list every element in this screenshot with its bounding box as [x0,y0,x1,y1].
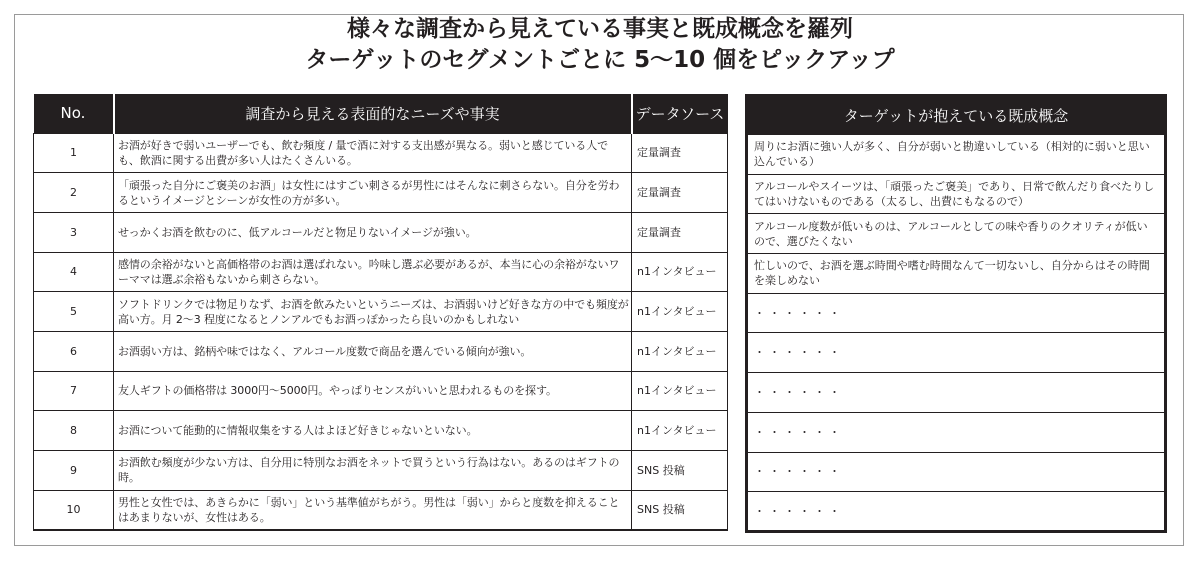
concept-row: アルコール度数が低いものは、アルコールとしての味や香りのクオリティが低いので、選びたくない [748,213,1164,253]
concept-row-placeholder: ・・・・・・ [748,491,1164,531]
table-row [34,371,728,411]
table-row [34,173,728,213]
header-source: データソース [632,94,728,133]
table-row [34,133,728,173]
title-line-1: 様々な調査から見えている事実と既成概念を羅列 [347,16,853,42]
row-no: 8 [34,411,114,451]
row-source: SNS 投稿 [632,451,728,491]
row-no: 10 [34,490,114,530]
header-fact: 調査から見える表面的なニーズや事実 [114,94,632,133]
row-source: n1インタビュー [632,292,728,332]
concept-row: 忙しいので、お酒を選ぶ時間や嗜む時間なんて一切ないし、自分からはその時間を楽しめない [748,253,1164,293]
row-source: n1インタビュー [632,411,728,451]
row-source: SNS 投稿 [632,490,728,530]
row-fact: 友人ギフトの価格帯は 3000円〜5000円。やっぱりセンスがいいと思われるものを探す。 [114,371,632,411]
concepts-table [745,94,1167,533]
table-row [34,490,728,530]
row-source: 定量調査 [632,133,728,173]
row-no: 2 [34,173,114,213]
row-source: n1インタビュー [632,331,728,371]
row-fact: ソフトドリンクでは物足りなず、お酒を飲みたいというニーズは、お酒弱いけど好きな方の中でも頻度が高い方。月 2〜3 程度になるとノンアルでもお酒っぽかったら良いのかもしれない [114,292,632,332]
concept-row-placeholder: ・・・・・・ [748,452,1164,492]
table-row [34,252,728,292]
row-fact: お酒飲む頻度が少ない方は、自分用に特別なお酒をネットで買うという行為はない。あるのはギフトの時。 [114,451,632,491]
title-block [0,14,1200,76]
row-no: 5 [34,292,114,332]
row-no: 1 [34,133,114,173]
row-no: 4 [34,252,114,292]
concept-row-placeholder: ・・・・・・ [748,332,1164,372]
concept-row: 周りにお酒に強い人が多く、自分が弱いと勘違いしている（相対的に弱いと思い込んでいる） [748,134,1164,174]
row-fact: せっかくお酒を飲むのに、低アルコールだと物足りないイメージが強い。 [114,212,632,252]
row-fact: お酒が好きで弱いユーザーでも、飲む頻度 / 量で酒に対する支出感が異なる。弱いと感じている人でも、飲酒に関する出費が多い人はたくさんいる。 [114,133,632,173]
facts-header-row [34,94,728,133]
row-no: 9 [34,451,114,491]
concept-row-placeholder: ・・・・・・ [748,372,1164,412]
concepts-header: ターゲットが抱えている既成概念 [748,97,1164,134]
table-row [34,331,728,371]
table-row [34,451,728,491]
row-fact: 男性と女性では、あきらかに「弱い」という基準値がちがう。男性は「弱い」からと度数を抑えることはあまりないが、女性はある。 [114,490,632,530]
header-no: No. [34,94,114,133]
row-source: 定量調査 [632,173,728,213]
table-row [34,212,728,252]
row-fact: 「頑張った自分にご褒美のお酒」は女性にはすごい刺さるが男性にはそんなに刺さらない。自分を労わるというイメージとシーンが女性の方が多い。 [114,173,632,213]
row-source: n1インタビュー [632,252,728,292]
row-no: 3 [34,212,114,252]
row-fact: お酒について能動的に情報収集をする人はよほど好きじゃないといない。 [114,411,632,451]
row-fact: 感情の余裕がないと高価格帯のお酒は選ばれない。吟味し選ぶ必要があるが、本当に心の余裕がないワーママは選ぶ余裕もないから刺さらない。 [114,252,632,292]
row-fact: お酒弱い方は、銘柄や味ではなく、アルコール度数で商品を選んでいる傾向が強い。 [114,331,632,371]
table-row [34,411,728,451]
concept-row-placeholder: ・・・・・・ [748,412,1164,452]
row-source: 定量調査 [632,212,728,252]
table-row [34,292,728,332]
facts-table [33,94,728,531]
concept-row-placeholder: ・・・・・・ [748,293,1164,333]
row-no: 7 [34,371,114,411]
row-source: n1インタビュー [632,371,728,411]
title-line-2: ターゲットのセグメントごとに 5〜10 個をピックアップ [305,47,895,73]
concept-row: アルコールやスイーツは、「頑張ったご褒美」であり、日常で飲んだり食べたりしてはいけないものである（太るし、出費にもなるので） [748,174,1164,214]
row-no: 6 [34,331,114,371]
